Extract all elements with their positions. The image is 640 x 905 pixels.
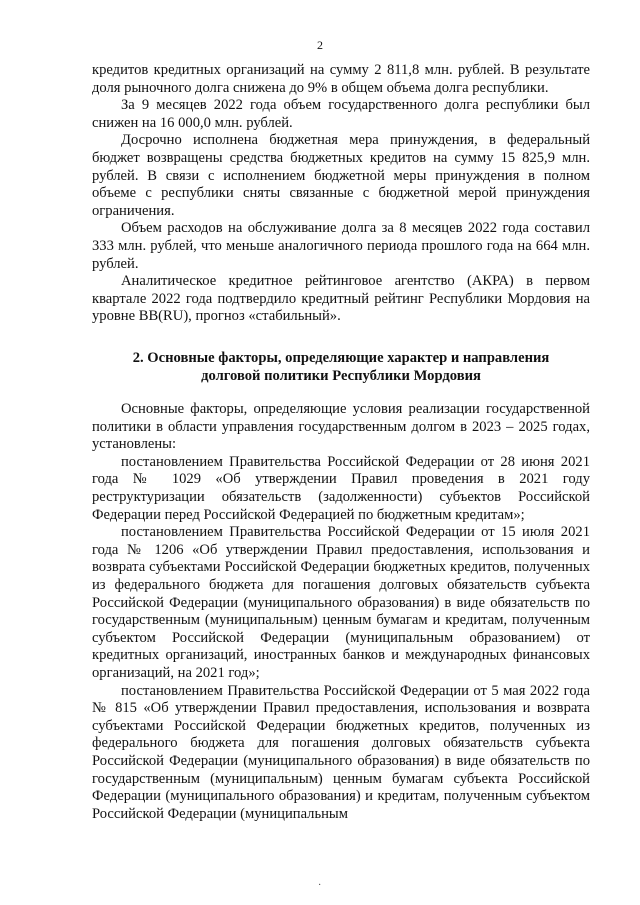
paragraph-debt-reduction: За 9 месяцев 2022 года объем государственного долга республики был снижен на 16 000,0 млн. рублей. [92,97,590,131]
paragraph-debt-service: Объем расходов на обслуживание долга за 8 месяцев 2022 года составил 333 млн. рублей, что меньше аналогичного периода прошлого года на 664 млн. рублей. [92,220,590,272]
paragraph-coercion-measure: Досрочно исполнена бюджетная мера принуждения, в федеральный бюджет возвращены средства бюджетных кредитов на сумму 15 825,9 млн. рублей. В связи с исполнением бюджетной меры принуждения в полном объеме с республики сняты связанные с бюджетной мерой принуждения ограничения. [92,132,590,219]
paragraph-decree-1029: постановлением Правительства Российской Федерации от 28 июня 2021 года № 1029 «Об утверждении Правил проведения в 2021 году реструктуризации обязательств (задолженности) субъектов Российской Федерации перед Российской Федерацией по бюджетным кредитам»; [92,453,590,523]
paragraph-decree-1206: постановлением Правительства Российской Федерации от 15 июля 2021 года № 1206 «Об утверждении Правил предоставления, использования и возврата субъектами Российской Федерации бюджетных кредитов, полученных из федерального бюджета для погашения долговых обязательств субъекта Российской Федерации (муниципального образования) в виде обязательств по государственным (муниципальным) ценным бумагам и кредитам, полученным субъектом Российской Федерации (муниципальным образованием) от кредитных организаций, иностранных банков и международных финансовых организаций, на 2021 год»; [92,524,590,681]
page-number: 2 [317,38,323,52]
paragraph-main-factors: Основные факторы, определяющие условия реализации государственной политики в области управления государственным долгом в 2023 – 2025 годах, установлены: [92,401,590,453]
paragraph-decree-815: постановлением Правительства Российской Федерации от 5 мая 2022 года № 815 «Об утверждении Правил предоставления, использования и возврата субъектами Российской Федерации бюджетных кредитов, полученных из федерального бюджета для погашения долговых обязательств субъекта Российской Федерации (муниципального образования) в виде обязательств по государственным (муниципальным) ценным бумагам субъекта Российской Федерации (муниципального образования) и кредитам, полученным субъектом Российской Федерации (муниципальным [92,682,590,822]
section-title [92,350,590,385]
document-body [92,62,590,823]
paragraph-continuation: кредитов кредитных организаций на сумму 2 811,8 млн. рублей. В результате доля рыночного долга снижена до 9% в общем объема долга республики. [92,62,590,96]
section-title-line-2: долговой политики Республики Мордовия [201,367,481,384]
scan-dot-mark: · [318,880,322,891]
paragraph-credit-rating: Аналитическое кредитное рейтинговое агентство (АКРА) в первом квартале 2022 года подтвердило кредитный рейтинг Республики Мордовия на уровне BB(RU), прогноз «стабильный». [92,273,590,325]
section-title-line-1: 2. Основные факторы, определяющие характер и направления [132,349,550,366]
